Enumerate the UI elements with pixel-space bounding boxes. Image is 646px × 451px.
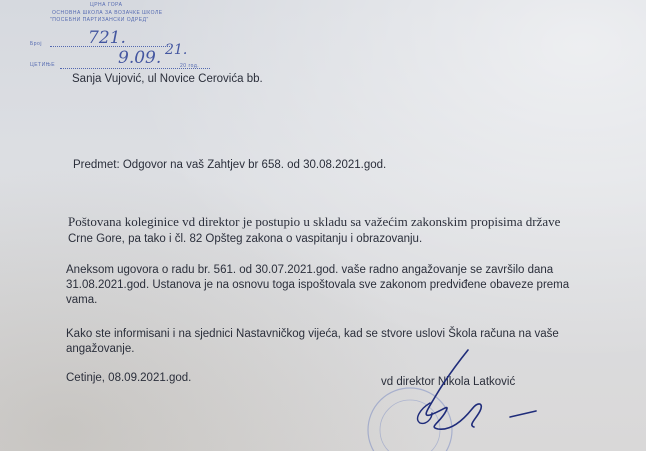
paragraph-3-line-2: angažovanje. — [66, 343, 135, 355]
paragraph-2-line-2: 31.08.2021.god. Ustanova je na osnovu toga ispoštovala sve zakonom predviđene obaveze prema — [66, 279, 570, 291]
paragraph-1-line-1: Poštovana koleginice vd direktor je postupio u skladu sa važećim zakonskim propisima države — [68, 214, 561, 229]
stamp-number-value: 721. — [88, 28, 126, 48]
registry-stamp — [30, 2, 220, 72]
paragraph-1-line-2: Crne Gore, pa tako i čl. 82 Opšteg zakona o vaspitanju i obrazovanju. — [68, 233, 423, 245]
stamp-line-3: "ПОСЕБНИ ПАРТИЗАНСКИ ОДРЕД" — [50, 17, 149, 23]
stamp-year-value: 21. — [165, 42, 188, 58]
place-date: Cetinje, 08.09.2021.god. — [66, 372, 192, 384]
subject-line: Predmet: Odgovor na vaš Zahtjev br 658. od 30.08.2021.god. — [73, 159, 387, 171]
stamp-rule-1 — [50, 46, 170, 47]
recipient-line: Sanja Vujović, ul Novice Cerovića bb. — [72, 73, 263, 85]
paragraph-2-line-3: vama. — [66, 294, 98, 306]
paragraph-2-line-1: Aneksom ugovora o radu br. 561. od 30.07.2021.god. vaše radno angažovanje se završilo dana — [66, 264, 554, 276]
official-seal-and-signature — [360, 345, 560, 451]
stamp-line-1: ЦРНА ГОРА — [90, 2, 123, 8]
stamp-line-2: ОСНОВНА ШКОЛА ЗА ВОЗАЧКЕ ШКОЛЕ — [52, 10, 163, 16]
paragraph-3-line-1: Kako ste informisani i na sjednici Nastavničkog vijeća, kad se stvore uslovi Škola računa na vaše — [66, 328, 559, 340]
stamp-date-value: 9.09. — [118, 48, 162, 68]
stamp-rule-2 — [60, 68, 210, 69]
stamp-number-label: Број — [30, 41, 42, 47]
stamp-suffix: 20 год. — [180, 63, 200, 69]
stamp-date-label: ЦЕТИЊЕ — [30, 62, 56, 68]
signatory-line: vd direktor Nikola Latković — [381, 376, 516, 388]
